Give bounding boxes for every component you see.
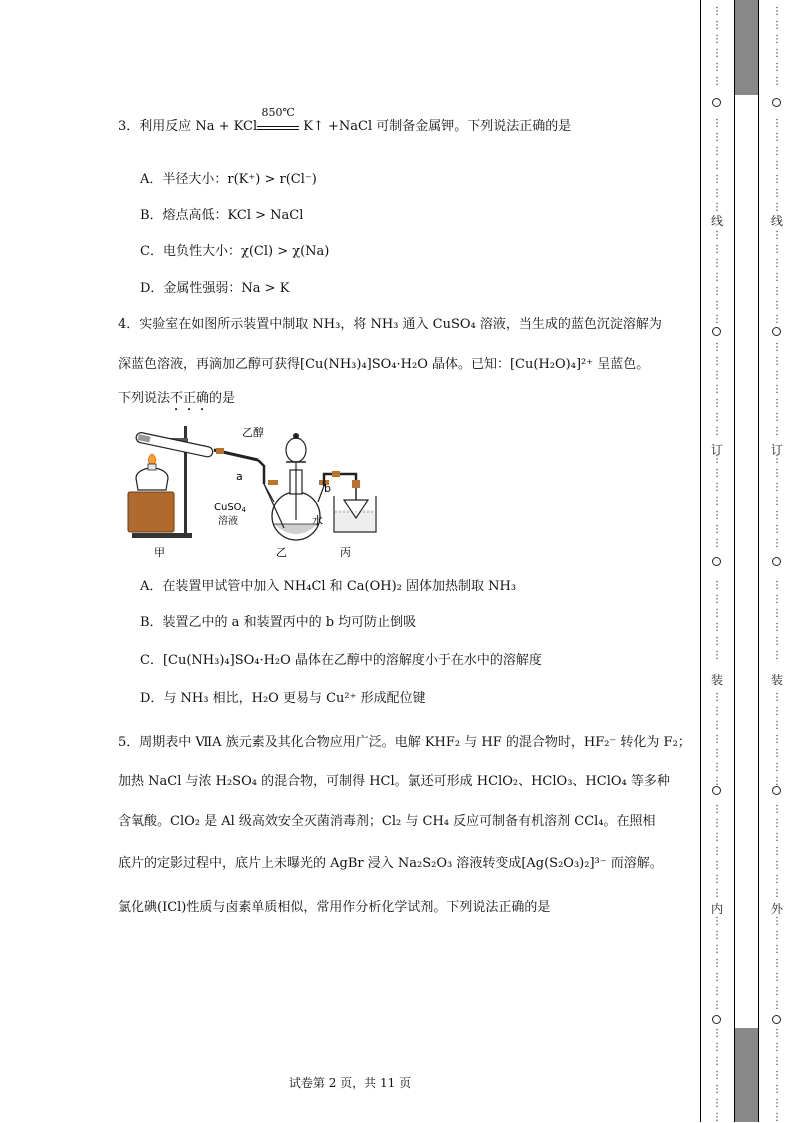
inner-dot: ⋮	[712, 468, 722, 479]
margin-line-1	[700, 0, 701, 1122]
q4-stem-line3	[118, 390, 235, 414]
inner-dot: ⋮	[712, 720, 722, 731]
q4-stem-line2: 深蓝色溶液，再滴加乙醇可获得[Cu(NH₃)₄]SO₄·H₂O 晶体。已知：[Cu(H₂O)₄]²⁺ 呈蓝色。	[118, 357, 650, 372]
inner-dot: ⋮	[712, 188, 722, 199]
outer-dot: ⋮	[772, 356, 782, 367]
inner-dot: ⋮	[712, 230, 722, 241]
outer-dot: ⋮	[772, 370, 782, 381]
outer-dot: ⋮	[772, 496, 782, 507]
inner-dot: ⋮	[712, 272, 722, 283]
beaker	[334, 488, 376, 532]
outer-dot: ⋮	[772, 594, 782, 605]
wooden-block	[128, 492, 174, 532]
label-ethanol: 乙醇	[242, 426, 264, 439]
inner-dot: ⋮	[712, 118, 722, 129]
outer-dot: ⋮	[772, 916, 782, 927]
margin-line-2	[734, 0, 735, 1122]
outer-dot: ⋮	[772, 804, 782, 815]
inner-dotted-column	[710, 0, 724, 1122]
inner-dot: ⋮	[712, 1028, 722, 1039]
inner-dot: ⋮	[712, 1098, 722, 1109]
outer-dot: ⋮	[772, 412, 782, 423]
stand-base	[132, 533, 192, 538]
inner-dot: ⋮	[712, 776, 722, 787]
label-cuso4: CuSO$_4$	[214, 502, 247, 514]
outer-dot: ⋮	[772, 832, 782, 843]
inner-dot: ⋮	[712, 356, 722, 367]
q4-emphasis: 不正确	[170, 391, 210, 406]
page-footer: 试卷第 2 页，共 11 页	[288, 1076, 412, 1090]
inner-dot: ⋮	[712, 538, 722, 549]
outer-dot: ⋮	[772, 524, 782, 535]
outer-dot: ⋮	[772, 202, 782, 213]
inner-dot: ⋮	[712, 76, 722, 87]
inner-dot: ⋮	[712, 762, 722, 773]
outer-dot: ⋮	[772, 1112, 782, 1123]
outer-char: 外	[770, 902, 783, 916]
inner-dot: ⋮	[712, 34, 722, 45]
outer-dot: ⋮	[772, 636, 782, 647]
outer-dot: ⋮	[772, 230, 782, 241]
inner-circle-mark	[712, 1015, 721, 1024]
label-jia: 甲	[154, 546, 165, 559]
q5-stem-line1: 5．周期表中 ⅦA 族元素及其化合物应用广泛。电解 KHF₂ 与 HF 的混合物时，HF₂⁻ 转化为 F₂；	[118, 735, 691, 750]
outer-char: 线	[770, 214, 783, 228]
outer-dot: ⋮	[772, 384, 782, 395]
outer-dot: ⋮	[772, 888, 782, 899]
label-water: 水	[312, 514, 323, 527]
outer-dot: ⋮	[772, 944, 782, 955]
inner-dot: ⋮	[712, 398, 722, 409]
inner-dot: ⋮	[712, 1042, 722, 1053]
outer-dot: ⋮	[772, 510, 782, 521]
inner-dot: ⋮	[712, 650, 722, 661]
outer-dot: ⋮	[772, 748, 782, 759]
inner-dot: ⋮	[712, 132, 722, 143]
inner-dot: ⋮	[712, 482, 722, 493]
rubber-connector-2	[332, 471, 340, 477]
outer-dot: ⋮	[772, 188, 782, 199]
outer-dot: ⋮	[772, 258, 782, 269]
alcohol-lamp	[136, 454, 168, 490]
outer-dot: ⋮	[772, 426, 782, 437]
inner-dot: ⋮	[712, 636, 722, 647]
inner-dot: ⋮	[712, 454, 722, 465]
q3-option-b: B．熔点高低：KCl > NaCl	[140, 208, 304, 223]
outer-dot: ⋮	[772, 482, 782, 493]
outer-dotted-column	[770, 0, 784, 1122]
q5-stem-line3: 含氧酸。ClO₂ 是 Al 级高效安全灭菌消毒剂；Cl₂ 与 CH₄ 反应可制备有机溶剂 CCl₄。在照相	[118, 814, 656, 829]
outer-dot: ⋮	[772, 342, 782, 353]
inner-circle-mark	[712, 327, 721, 336]
inner-dot: ⋮	[712, 6, 722, 17]
inner-char: 内	[710, 902, 723, 916]
outer-dot: ⋮	[772, 1042, 782, 1053]
inner-dot: ⋮	[712, 986, 722, 997]
outer-dot: ⋮	[772, 1070, 782, 1081]
outer-circle-mark	[772, 786, 781, 795]
inner-dot: ⋮	[712, 426, 722, 437]
q4-option-b: B．装置乙中的 a 和装置丙中的 b 均可防止倒吸	[140, 615, 417, 630]
outer-dot: ⋮	[772, 622, 782, 633]
inner-dot: ⋮	[712, 748, 722, 759]
inner-dot: ⋮	[712, 972, 722, 983]
outer-dot: ⋮	[772, 608, 782, 619]
outer-dot: ⋮	[772, 776, 782, 787]
inner-dot: ⋮	[712, 314, 722, 325]
outer-dot: ⋮	[772, 846, 782, 857]
label-yi: 乙	[276, 546, 287, 559]
q3-option-a: A．半径大小：r(K⁺) > r(Cl⁻)	[140, 172, 317, 187]
q4-stem-line1: 4．实验室在如图所示装置中制取 NH₃，将 NH₃ 通入 CuSO₄ 溶液，当生成的蓝色沉淀溶解为	[118, 317, 662, 332]
inner-dot: ⋮	[712, 202, 722, 213]
inner-dot: ⋮	[712, 1000, 722, 1011]
outer-dot: ⋮	[772, 580, 782, 591]
q3-stem	[118, 106, 572, 136]
outer-circle-mark	[772, 327, 781, 336]
outer-dot: ⋮	[772, 818, 782, 829]
inner-char: 装	[710, 673, 723, 687]
inner-dot: ⋮	[712, 496, 722, 507]
inner-dot: ⋮	[712, 846, 722, 857]
label-b: b	[324, 482, 331, 495]
outer-dot: ⋮	[772, 860, 782, 871]
inner-dot: ⋮	[712, 594, 722, 605]
q5-stem-line5: 氯化碘(ICl)性质与卤素单质相似，常用作分析化学试剂。下列说法正确的是	[118, 900, 551, 915]
inner-dot: ⋮	[712, 1112, 722, 1123]
outer-dot: ⋮	[772, 454, 782, 465]
outer-dot: ⋮	[772, 650, 782, 661]
inner-dot: ⋮	[712, 244, 722, 255]
q3-stem-part1: 3．利用反应 Na + KCl	[118, 119, 258, 134]
inner-dot: ⋮	[712, 524, 722, 535]
margin-line-3	[758, 0, 759, 1122]
q5-stem-line4: 底片的定影过程中，底片上未曝光的 AgBr 浸入 Na₂S₂O₃ 溶液转变成[Ag(S₂O₃)₂]³⁻ 而溶解。	[118, 856, 663, 871]
outer-dot: ⋮	[772, 132, 782, 143]
outer-dot: ⋮	[772, 314, 782, 325]
inner-dot: ⋮	[712, 510, 722, 521]
outer-circle-mark	[772, 557, 781, 566]
outer-char: 订	[770, 443, 783, 457]
inner-dot: ⋮	[712, 62, 722, 73]
inner-dot: ⋮	[712, 958, 722, 969]
outer-dot: ⋮	[772, 874, 782, 885]
outer-dot: ⋮	[772, 48, 782, 59]
outer-dot: ⋮	[772, 160, 782, 171]
outer-dot: ⋮	[772, 538, 782, 549]
inner-circle-mark	[712, 786, 721, 795]
inner-dot: ⋮	[712, 48, 722, 59]
outer-dot: ⋮	[772, 734, 782, 745]
q4-stem-line3-a: 下列说法	[118, 391, 171, 406]
outer-dot: ⋮	[772, 118, 782, 129]
inner-dot: ⋮	[712, 832, 722, 843]
outer-dot: ⋮	[772, 1084, 782, 1095]
outer-char: 装	[770, 673, 783, 687]
inner-dot: ⋮	[712, 300, 722, 311]
outer-dot: ⋮	[772, 76, 782, 87]
inner-dot: ⋮	[712, 384, 722, 395]
inner-dot: ⋮	[712, 412, 722, 423]
q3-condition	[257, 106, 299, 136]
outer-dot: ⋮	[772, 62, 782, 73]
inner-dot: ⋮	[712, 174, 722, 185]
q4-option-c: C．[Cu(NH₃)₄]SO₄·H₂O 晶体在乙醇中的溶解度小于在水中的溶解度	[140, 653, 542, 668]
outer-dot: ⋮	[772, 272, 782, 283]
label-bing: 丙	[340, 546, 351, 559]
label-solution: 溶液	[218, 516, 238, 527]
outer-dot: ⋮	[772, 958, 782, 969]
outer-circle-mark	[772, 98, 781, 107]
inner-char: 订	[710, 443, 723, 457]
outer-dot: ⋮	[772, 6, 782, 17]
inner-char: 线	[710, 214, 723, 228]
inner-dot: ⋮	[712, 930, 722, 941]
outer-circle-mark	[772, 1015, 781, 1024]
outer-dot: ⋮	[772, 174, 782, 185]
inner-dot: ⋮	[712, 286, 722, 297]
q3-option-d: D．金属性强弱：Na > K	[140, 281, 290, 296]
q4-option-d: D．与 NH₃ 相比，H₂O 更易与 Cu²⁺ 形成配位键	[140, 691, 426, 706]
outer-dot: ⋮	[772, 720, 782, 731]
q4-option-a: A．在装置甲试管中加入 NH₄Cl 和 Ca(OH)₂ 固体加热制取 NH₃	[140, 579, 517, 594]
q4-stem-line3-b: 的是	[209, 391, 236, 406]
inner-dot: ⋮	[712, 20, 722, 31]
outer-dot: ⋮	[772, 706, 782, 717]
inner-dot: ⋮	[712, 860, 722, 871]
outer-dot: ⋮	[772, 300, 782, 311]
inner-dot: ⋮	[712, 622, 722, 633]
inner-dot: ⋮	[712, 258, 722, 269]
margin-gray-bottom	[735, 1028, 758, 1122]
inner-dot: ⋮	[712, 580, 722, 591]
outer-dot: ⋮	[772, 692, 782, 703]
rubber-connector-1	[216, 448, 224, 454]
inner-dot: ⋮	[712, 804, 722, 815]
inner-circle-mark	[712, 557, 721, 566]
q3-stem-part2: K↑ +NaCl 可制备金属钾。下列说法正确的是	[299, 119, 572, 134]
outer-dot: ⋮	[772, 762, 782, 773]
apparatus-figure	[118, 420, 378, 562]
inner-dot: ⋮	[712, 734, 722, 745]
outer-dot: ⋮	[772, 244, 782, 255]
inner-dot: ⋮	[712, 342, 722, 353]
margin-gray-top	[735, 0, 758, 95]
q3-option-c: C．电负性大小：χ(Cl) > χ(Na)	[140, 244, 330, 259]
inner-dot: ⋮	[712, 1070, 722, 1081]
rubber-connector-3	[352, 480, 360, 488]
inner-dot: ⋮	[712, 944, 722, 955]
inner-dot: ⋮	[712, 160, 722, 171]
inner-dot: ⋮	[712, 146, 722, 157]
inner-dot: ⋮	[712, 608, 722, 619]
outer-dot: ⋮	[772, 20, 782, 31]
label-a: a	[236, 470, 243, 483]
inner-dot: ⋮	[712, 818, 722, 829]
inner-dot: ⋮	[712, 370, 722, 381]
inner-dot: ⋮	[712, 1084, 722, 1095]
inner-dot: ⋮	[712, 916, 722, 927]
test-tube	[135, 432, 213, 458]
inner-circle-mark	[712, 98, 721, 107]
outer-dot: ⋮	[772, 972, 782, 983]
outer-dot: ⋮	[772, 34, 782, 45]
outer-dot: ⋮	[772, 398, 782, 409]
outer-dot: ⋮	[772, 1000, 782, 1011]
outer-dot: ⋮	[772, 1028, 782, 1039]
q3-condition-text: 850℃	[261, 106, 295, 119]
inner-dot: ⋮	[712, 706, 722, 717]
inner-dot: ⋮	[712, 1056, 722, 1067]
outer-dot: ⋮	[772, 146, 782, 157]
outer-dot: ⋮	[772, 468, 782, 479]
delivery-tube-2	[258, 460, 264, 484]
outer-dot: ⋮	[772, 986, 782, 997]
inner-dot: ⋮	[712, 874, 722, 885]
inner-dot: ⋮	[712, 888, 722, 899]
outer-dot: ⋮	[772, 930, 782, 941]
q5-stem-line2: 加热 NaCl 与浓 H₂SO₄ 的混合物，可制得 HCl。氯还可形成 HClO₂、HClO₃、HClO₄ 等多种	[118, 774, 670, 789]
inner-dot: ⋮	[712, 692, 722, 703]
outer-dot: ⋮	[772, 286, 782, 297]
outer-dot: ⋮	[772, 1056, 782, 1067]
outer-dot: ⋮	[772, 1098, 782, 1109]
